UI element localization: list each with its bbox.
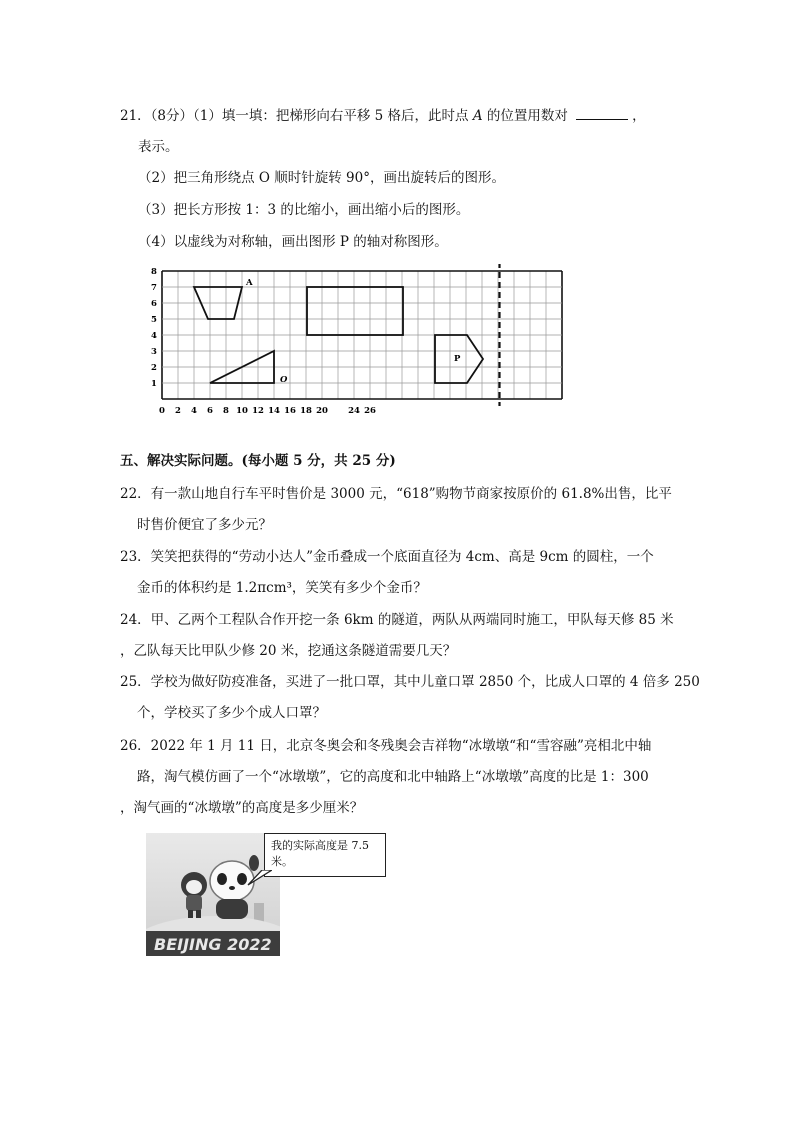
x-tick-label: 2 bbox=[175, 406, 181, 416]
y-tick-label: 2 bbox=[151, 363, 157, 373]
q21-text-b: 的位置用数对 bbox=[486, 108, 568, 124]
x-tick-label: 8 bbox=[223, 406, 229, 416]
beijing-2022-banner bbox=[146, 931, 280, 956]
x-tick-label: 12 bbox=[252, 406, 264, 416]
x-tick-label: 6 bbox=[207, 406, 213, 416]
label-shape-p: P bbox=[454, 354, 461, 364]
mascot-illustration bbox=[146, 833, 280, 956]
y-tick-label: 6 bbox=[151, 299, 157, 309]
q25-line1: 25．学校为做好防疫准备，买进了一批口罩，其中儿童口罩 2850 个，比成人口罩的 4 倍多 250 bbox=[120, 674, 700, 690]
q23-line2: 金币的体积约是 1.2πcm³，笑笑有多少个金币？ bbox=[137, 580, 427, 596]
label-point-o: O bbox=[280, 375, 288, 385]
q21-line2: 表示。 bbox=[138, 139, 179, 155]
q24-line2: ，乙队每天比甲队少修 20 米，挖通这条隧道需要几天？ bbox=[120, 643, 457, 659]
x-tick-label: 4 bbox=[191, 406, 197, 416]
q21-sub3: （3）把长方形按 1：3 的比缩小，画出缩小后的图形。 bbox=[138, 202, 470, 218]
speech-bubble bbox=[264, 833, 386, 877]
q24-line1: 24．甲、乙两个工程队合作开挖一条 6km 的隧道，两队从两端同时施工，甲队每天修 85 米 bbox=[120, 612, 674, 628]
q25-line2: 个，学校买了多少个成人口罩？ bbox=[137, 705, 326, 721]
coordinate-grid-figure bbox=[146, 264, 576, 419]
svg-text:BEIJING 2022: BEIJING 2022 bbox=[154, 935, 272, 954]
y-tick-label: 4 bbox=[151, 331, 157, 341]
bubble-line1: 我的实际高度是 7.5 bbox=[271, 839, 369, 852]
mascot-photo bbox=[146, 833, 280, 956]
q22-line1: 22．有一款山地自行车平时售价是 3000 元，“618”购物节商家按原价的 61.8%出售，比平 bbox=[120, 486, 672, 502]
q21-text-end: ， bbox=[632, 108, 646, 124]
speech-bubble-tail bbox=[246, 870, 272, 886]
x-tick-label: 26 bbox=[364, 406, 376, 416]
x-tick-label: 16 bbox=[284, 406, 296, 416]
label-point-a: A bbox=[246, 278, 253, 288]
q21-text-a: 21．（8分）（1）填一填：把梯形向右平移 5 格后，此时点 bbox=[120, 108, 469, 124]
rectangle-shape bbox=[307, 287, 403, 335]
bubble-line2: 米。 bbox=[271, 855, 293, 868]
q21-line1 bbox=[120, 104, 646, 124]
y-axis-tick-labels bbox=[151, 267, 157, 389]
q26-line1: 26．2022 年 1 月 11 日，北京冬奥会和冬残奥会吉祥物“冰墩墩“和“雪容融”亮相北中轴 bbox=[120, 738, 652, 754]
section5-title: 五、解决实际问题。(每小题 5 分，共 25 分) bbox=[120, 453, 396, 469]
x-tick-label: 18 bbox=[300, 406, 312, 416]
q21-answer-blank[interactable] bbox=[576, 107, 628, 120]
y-tick-label: 5 bbox=[151, 315, 157, 325]
x-tick-label: 20 bbox=[316, 406, 328, 416]
q23-line1: 23．笑笑把获得的“劳动小达人”金币叠成一个底面直径为 4cm、高是 9cm 的圆柱，一个 bbox=[120, 549, 654, 565]
q26-line2: 路，淘气模仿画了一个“冰墩墩”，它的高度和北中轴路上“冰墩墩”高度的比是 1：300 bbox=[137, 769, 649, 785]
q26-line3: ，淘气画的“冰墩墩”的高度是多少厘米？ bbox=[120, 800, 364, 816]
q22-line2: 时售价便宜了多少元？ bbox=[137, 517, 272, 533]
q21-point-label: A bbox=[472, 108, 483, 124]
x-tick-label: 0 bbox=[159, 406, 165, 416]
x-tick-label: 10 bbox=[236, 406, 248, 416]
y-tick-label: 3 bbox=[151, 347, 157, 357]
q21-sub4: （4）以虚线为对称轴，画出图形 P 的轴对称图形。 bbox=[138, 234, 448, 250]
x-tick-label: 14 bbox=[268, 406, 280, 416]
y-tick-label: 7 bbox=[151, 283, 157, 293]
x-axis-tick-labels bbox=[159, 406, 376, 416]
q21-sub2: （2）把三角形绕点 O 顺时针旋转 90°，画出旋转后的图形。 bbox=[138, 170, 505, 186]
x-tick-label: 24 bbox=[348, 406, 360, 416]
y-tick-label: 1 bbox=[151, 379, 157, 389]
y-tick-label: 8 bbox=[151, 267, 157, 277]
